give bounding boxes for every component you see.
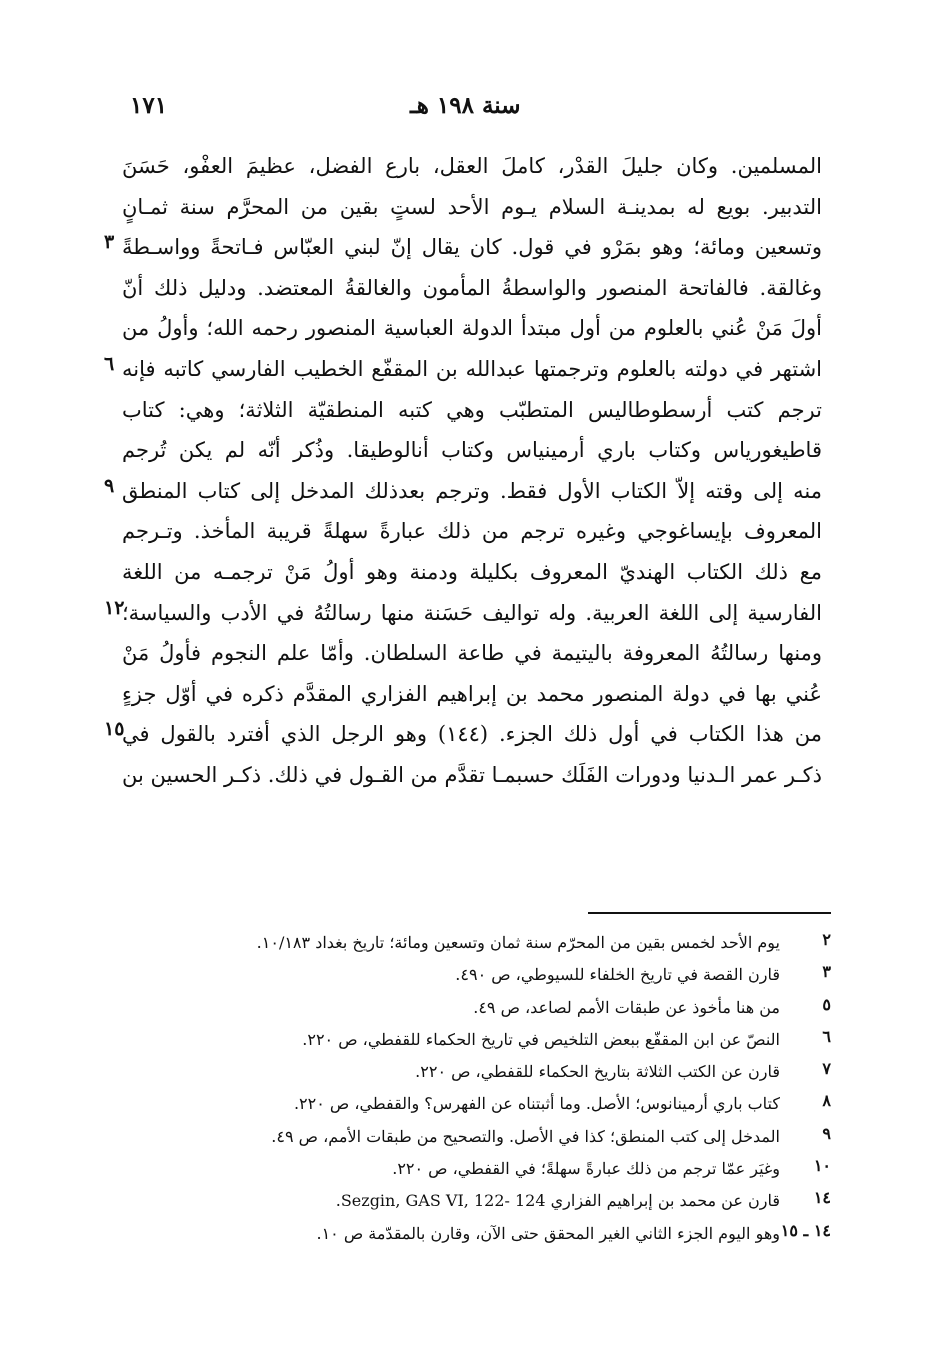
footnote <box>0 1091 943 1123</box>
footnote-line-ref: ١٤ <box>813 1188 831 1208</box>
footnote <box>0 962 943 994</box>
footnote-text: النصّ عن ابن المقفّع ببعض التلخيص في تاريخ الحكماء للقفطي، ص ٢٢٠. <box>302 1029 780 1049</box>
line-number: ٩ <box>104 474 115 497</box>
text-line <box>0 676 943 717</box>
footnote-divider <box>588 912 831 914</box>
text-line <box>0 351 943 392</box>
line-text: ترجم كتب أرسطوطاليس المتطبّب وهي كتبه المنطقيّة الثلاثة؛ وهي: كتاب <box>122 397 822 422</box>
footnote-text: قارن عن الكتب الثلاثة بتاريخ الحكماء للقفطي، ص ٢٢٠. <box>415 1062 780 1082</box>
line-text: ومنها رسالتُهُ المعروفة باليتيمة في طاعة السلطان. وأمّا علم النجوم فأولُ مَنْ <box>122 641 822 666</box>
page-number: ١٧١ <box>130 92 168 119</box>
line-number: ١٥ <box>104 718 125 741</box>
header-title: سنة ١٩٨ هـ <box>410 92 521 119</box>
line-text: المسلمين. وكان جليلَ القدْر، كاملَ العقل، بارع الفضل، عظيمَ العفْو، حَسَنَ <box>122 154 822 178</box>
line-text: ذكـر عمر الـدنيا ودورات الفَلَك حسبمـا تقدَّم من القـول في ذلك. ذكـر الحسين بن <box>122 762 822 787</box>
text-line <box>0 554 943 595</box>
text-line <box>0 595 943 636</box>
footnote <box>0 930 943 962</box>
line-text: قاطيغورياس وكتاب باري أرمينياس وكتاب أنالوطيقا. وذُكر أنّه لم يكن تُرجم <box>122 438 822 463</box>
text-line <box>0 757 943 798</box>
footnote <box>0 1188 943 1220</box>
line-text: وتسعين ومائة؛ وهو بمَرْو في قول. كان يقال إنّ لبني العبّاس فـاتحةً وواسـطةً <box>122 235 822 260</box>
footnote-text: وهو اليوم الجزء الثاني الغير المحقق حتى الآن، وقارن بالمقدّمة ص ١٠. <box>316 1223 780 1243</box>
running-header <box>0 92 943 132</box>
line-number: ٣ <box>104 231 115 254</box>
text-line <box>0 392 943 433</box>
line-number: ١٢ <box>104 596 125 619</box>
footnote-text: يوم الأحد لخمس بقين من المحرّم سنة ثمان وتسعين ومائة؛ تاريخ بغداد ١٠/١٨٣. <box>256 933 780 952</box>
line-text: أولَ مَنْ عُني بالعلوم من أول مبتدأ الدولة العباسية المنصور رحمه الله؛ وأولُ من <box>122 316 822 341</box>
line-text: الفارسية إلى اللغة العربية. وله تواليف حَسَنة منها رسالتُهُ في الأدب والسياسة؛ <box>122 600 822 625</box>
text-line <box>0 513 943 554</box>
footnote-text: وغيَر عمّا ترجم من ذلك عبارةً سهلةً؛ في القفطي، ص ٢٢٠. <box>392 1159 780 1179</box>
line-number: ٦ <box>104 352 115 375</box>
footnote <box>0 1124 943 1156</box>
footnote-line-ref: ٩ <box>822 1123 831 1143</box>
footnote-text: قارن القصة في تاريخ الخلفاء للسيوطي، ص ٤٩٠. <box>455 965 780 985</box>
footnote-line-ref: ٦ <box>822 1026 831 1046</box>
footnote <box>0 1221 943 1253</box>
footnote-text: المدخل إلى كتب المنطق؛ كذا في الأصل. والتصحيح من طبقات الأمم، ص ٤٩. <box>271 1126 780 1146</box>
footnote-line-ref: ١٤ ـ ١٥ <box>780 1220 831 1240</box>
line-text: المعروف بإيساغوجي وغيره ترجم من ذلك عبارةً سهلةً قريبة المأخذ. وتـرجم <box>122 519 822 544</box>
main-text <box>0 148 943 798</box>
footnote <box>0 1156 943 1188</box>
footnote-line-ref: ١٠ <box>813 1156 831 1176</box>
text-line <box>0 189 943 230</box>
text-line <box>0 716 943 757</box>
line-text: وغالقة. فالفاتحة المنصور والواسطةُ المأمون والغالقةُ المعتضد. ودليل ذلك أنّ <box>122 275 822 300</box>
footnote <box>0 995 943 1027</box>
footnote-line-ref: ٥ <box>822 994 831 1014</box>
text-line <box>0 310 943 351</box>
line-text: عُني بها في دولة المنصور محمد بن إبراهيم الفزاري المقدَّم ذكره في أوّل جزءٍ <box>122 681 822 706</box>
footnote-text: قارن عن محمد بن إبراهيم الفزاري 124 -122 ,Sezgin, GAS VI. <box>335 1191 780 1211</box>
footnote <box>0 1027 943 1059</box>
line-text: اشتهر في دولته بالعلوم وترجمتها عبدالله بن المقفّع الخطيب الفارسي كاتبه فإنه <box>122 356 822 381</box>
footnote-line-ref: ٢ <box>822 930 831 949</box>
footnote-line-ref: ٣ <box>822 962 831 982</box>
text-line <box>0 635 943 676</box>
footnote-line-ref: ٧ <box>822 1059 831 1079</box>
text-line <box>0 473 943 514</box>
footnote-line-ref: ٨ <box>822 1091 831 1111</box>
footnote-text: كتاب باري أرمينانوس؛ الأصل. وما أثبتناه عن الفهرس؟ والقفطي، ص ٢٢٠. <box>293 1094 780 1114</box>
line-text: منه إلى وقته إلاّ الكتاب الأول فقط. وترجم بعدذلك المدخل إلى كتاب المنطق <box>122 478 822 503</box>
line-text: من هذا الكتاب في أول ذلك الجزء. (١٤٤) وهو الرجل الذي أفترد بالقول في <box>122 722 822 747</box>
text-line <box>0 148 943 189</box>
text-line <box>0 270 943 311</box>
line-text: التدبير. بويع له بمدينـة السلام يـوم الأحد لستٍ بقين من المحرَّم سنة ثمـانٍ <box>122 194 822 219</box>
text-line <box>0 229 943 270</box>
footnote <box>0 1059 943 1091</box>
line-text: مع ذلك الكتاب الهنديّ المعروف بكليلة ودمنة وهو أولُ مَنْ ترجمـه من اللغة <box>122 559 822 584</box>
footnotes <box>0 930 943 1253</box>
footnote-text: من هنا مأخوذ عن طبقات الأمم لصاعد، ص ٤٩. <box>473 997 780 1017</box>
text-line <box>0 432 943 473</box>
